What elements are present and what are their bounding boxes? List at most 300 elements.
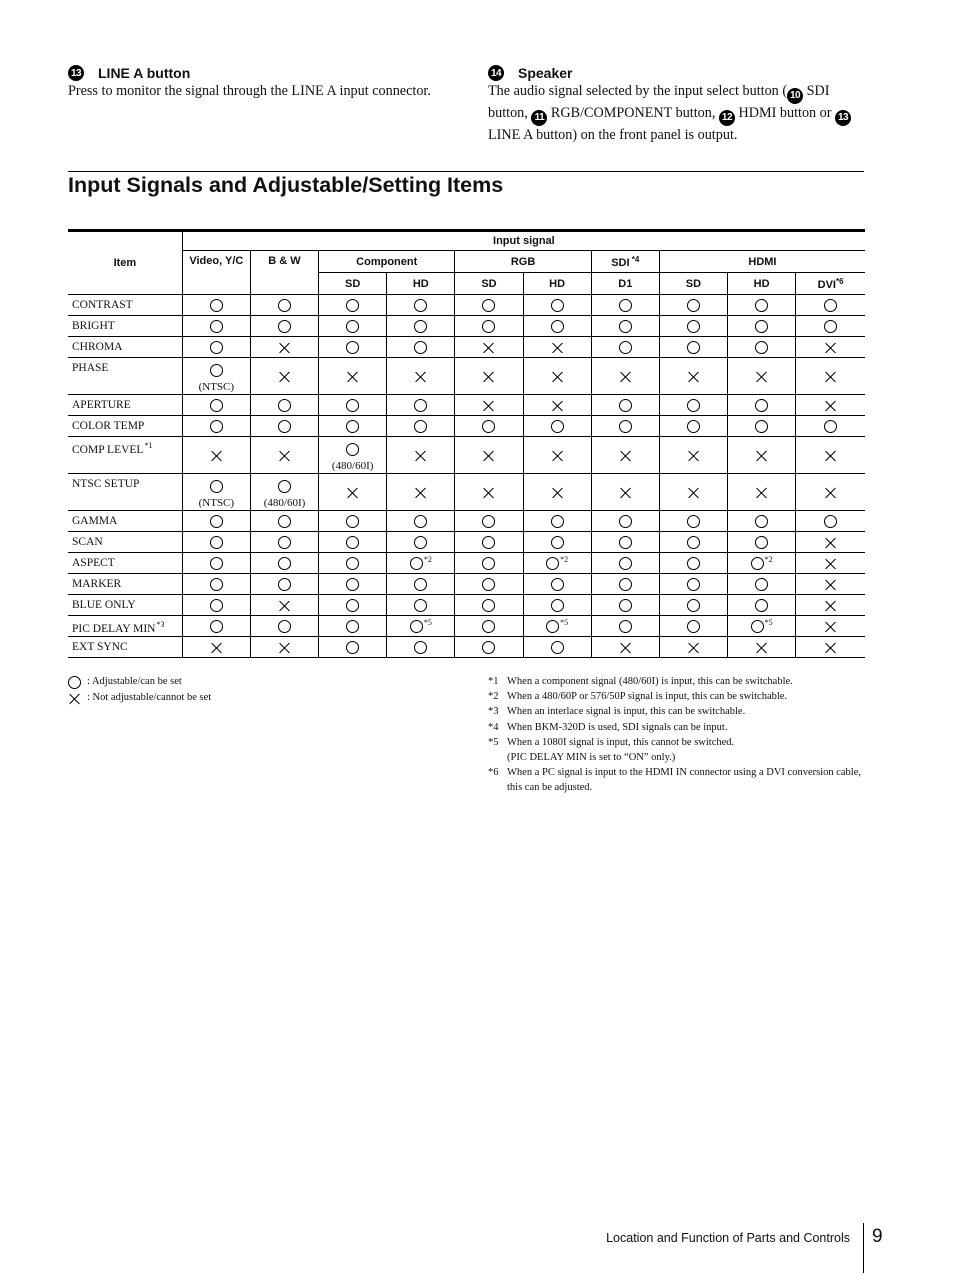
column-group-label: B & W: [268, 255, 301, 267]
circle-icon: [619, 599, 632, 612]
table-cell: [591, 474, 659, 511]
cross-icon: [551, 341, 564, 354]
table-cell: [591, 574, 659, 595]
table-cell: [182, 532, 250, 553]
table-cell: [319, 337, 387, 358]
table-cell: [455, 474, 523, 511]
circle-icon: [210, 364, 223, 377]
circle-icon: [619, 420, 632, 433]
table-cell: [659, 337, 727, 358]
column-subheader-label: SD: [685, 277, 702, 290]
row-label: [68, 637, 182, 658]
circle-icon: [346, 299, 359, 312]
table-cell: [796, 637, 865, 658]
table-cell: [659, 532, 727, 553]
column-group-header: [591, 251, 659, 273]
legend-not-adjustable-text: : Not adjustable/cannot be set: [87, 692, 212, 703]
row-label-text: CONTRAST: [72, 299, 133, 311]
table-cell: [182, 316, 250, 337]
cross-icon: [824, 399, 837, 412]
table-cell: [591, 358, 659, 395]
circle-icon: [414, 399, 427, 412]
circle-icon: [414, 420, 427, 433]
circle-icon: [551, 420, 564, 433]
footnote: [488, 704, 868, 719]
table-cell: [523, 511, 591, 532]
row-label-text: COMP LEVEL: [72, 444, 144, 456]
table-cell: [387, 474, 455, 511]
column-group-header: [455, 251, 591, 273]
row-label-text: BRIGHT: [72, 320, 115, 332]
table-row: [68, 553, 865, 574]
row-label: [68, 437, 182, 474]
table-row: [68, 616, 865, 637]
line-a-button-body: Press to monitor the signal through the LINE A input connector.: [68, 83, 431, 99]
table-cell: [387, 616, 455, 637]
footnote: [488, 674, 868, 689]
line-a-button-title: LINE A button: [98, 65, 191, 81]
circle-icon: [482, 620, 495, 633]
row-label: [68, 616, 182, 637]
table-cell: [319, 437, 387, 474]
row-label: [68, 511, 182, 532]
table-cell: [455, 416, 523, 437]
table-cell: [455, 616, 523, 637]
table-cell: [182, 437, 250, 474]
circle-icon: [619, 557, 632, 570]
table-cell: [319, 574, 387, 595]
footnote: [488, 720, 868, 735]
table-cell: [387, 553, 455, 574]
footnote-text: When a component signal (480/60I) is input, this can be switchable.: [507, 676, 793, 687]
circle-icon: [619, 620, 632, 633]
table-cell: [455, 437, 523, 474]
circle-icon: [824, 515, 837, 528]
cross-icon: [755, 449, 768, 462]
column-group-label: SDI: [611, 256, 630, 269]
cross-icon: [482, 341, 495, 354]
table-cell: [455, 595, 523, 616]
table-cell: [387, 532, 455, 553]
column-subheader: [591, 273, 659, 295]
circle-icon: [687, 536, 700, 549]
circle-icon: [210, 420, 223, 433]
table-cell: [250, 595, 318, 616]
circle-icon: [551, 599, 564, 612]
cross-icon: [824, 620, 837, 633]
table-cell: [455, 574, 523, 595]
table-cell: [796, 395, 865, 416]
circle-icon: [687, 341, 700, 354]
cross-icon: [551, 399, 564, 412]
table-cell: [182, 553, 250, 574]
footnote-text: (PIC DELAY MIN is set to “ON” only.): [507, 752, 676, 764]
table-row: [68, 511, 865, 532]
speaker-body-text: LINE A button) on the front panel is output.: [488, 127, 738, 143]
circle-icon: [687, 620, 700, 633]
circle-icon: [410, 557, 423, 570]
table-cell: [796, 511, 865, 532]
cross-icon: [482, 486, 495, 499]
table-cell: [523, 358, 591, 395]
table-cell: [387, 437, 455, 474]
table-cell: [659, 316, 727, 337]
table-cell: [182, 637, 250, 658]
footer-divider: [863, 1223, 864, 1273]
circle-icon: [482, 515, 495, 528]
table-cell: [523, 437, 591, 474]
table-cell: [523, 316, 591, 337]
circle-icon: [346, 557, 359, 570]
footer-section-title: Location and Function of Parts and Controls: [606, 1231, 850, 1245]
table-cell: [387, 295, 455, 316]
circle-icon: [346, 515, 359, 528]
circle-icon: [551, 641, 564, 654]
cross-icon: [551, 449, 564, 462]
cross-icon: [210, 449, 223, 462]
row-label-text: GAMMA: [72, 515, 118, 527]
cross-icon: [824, 599, 837, 612]
footnote-reference: *5: [423, 618, 432, 627]
footnote-reference: *5: [764, 618, 773, 627]
cross-icon: [824, 449, 837, 462]
table-cell: [728, 553, 796, 574]
column-subheader-label: D1: [618, 277, 633, 290]
circle-icon: [482, 299, 495, 312]
footnote-mark: *1: [488, 676, 499, 687]
table-cell: [319, 595, 387, 616]
circle-icon: [619, 299, 632, 312]
circle-icon: [410, 620, 423, 633]
table-cell: [591, 437, 659, 474]
table-cell: [523, 395, 591, 416]
cell-condition: (NTSC): [198, 497, 235, 509]
table-row: [68, 595, 865, 616]
table-cell: [455, 553, 523, 574]
footnote-text: When an interlace signal is input, this can be switchable.: [507, 706, 746, 718]
table-cell: [250, 616, 318, 637]
table-cell: [250, 532, 318, 553]
table-cell: [455, 295, 523, 316]
cross-icon: [346, 370, 359, 383]
cross-icon: [755, 486, 768, 499]
footnote-reference: *2: [560, 555, 569, 564]
table-cell: [591, 316, 659, 337]
circle-icon: [210, 399, 223, 412]
circle-icon: [551, 578, 564, 591]
table-cell: [523, 474, 591, 511]
table-cell: [182, 474, 250, 511]
row-label-text: SCAN: [72, 536, 103, 548]
table-cell: [387, 316, 455, 337]
cell-condition: (NTSC): [198, 381, 235, 393]
speaker-body-text: RGB/COMPONENT button,: [547, 105, 719, 121]
footnote-reference: *6: [835, 276, 844, 286]
column-group-label: HDMI: [748, 255, 777, 268]
header-row-input-signal: [68, 231, 865, 251]
table-cell: [250, 358, 318, 395]
circle-icon: [546, 620, 559, 633]
table-row: [68, 474, 865, 511]
callout-number-icon: 12: [719, 110, 735, 126]
line-a-button-heading: [68, 64, 458, 82]
table-cell: [591, 337, 659, 358]
circle-icon: [346, 578, 359, 591]
footnote-reference: *2: [764, 555, 773, 564]
table-cell: [796, 574, 865, 595]
table-cell: [728, 532, 796, 553]
column-subheader-label: HD: [549, 277, 566, 290]
cross-icon: [482, 399, 495, 412]
table-cell: [796, 416, 865, 437]
table-cell: [659, 637, 727, 658]
circle-icon: [551, 320, 564, 333]
row-label: [68, 553, 182, 574]
page-number: 9: [872, 1226, 883, 1247]
circle-icon: [346, 620, 359, 633]
footnote-mark: *2: [488, 691, 499, 703]
table-cell: [591, 637, 659, 658]
cross-icon: [619, 370, 632, 383]
table-cell: [250, 316, 318, 337]
column-subheader: [728, 273, 796, 295]
table-cell: [523, 532, 591, 553]
circle-icon: [346, 599, 359, 612]
circle-icon: [210, 578, 223, 591]
cross-icon: [619, 449, 632, 462]
circle-icon: [824, 320, 837, 333]
table-cell: [182, 337, 250, 358]
table-cell: [182, 395, 250, 416]
column-header-input-signal: Input signal: [182, 231, 865, 251]
cross-icon: [551, 486, 564, 499]
circle-icon: [68, 676, 81, 689]
callout-number-icon: 14: [488, 65, 504, 81]
table-cell: [182, 574, 250, 595]
table-cell: [796, 474, 865, 511]
cross-icon: [687, 486, 700, 499]
table-cell: [659, 416, 727, 437]
table-cell: [319, 295, 387, 316]
table-cell: [659, 358, 727, 395]
table-cell: [796, 532, 865, 553]
page-title: Input Signals and Adjustable/Setting Items: [68, 173, 504, 197]
footnote-reference: *5: [560, 618, 569, 627]
speaker-body-text: HDMI button or: [734, 105, 836, 121]
table-cell: [796, 316, 865, 337]
circle-icon: [751, 620, 764, 633]
row-label: [68, 295, 182, 316]
table-cell: [250, 511, 318, 532]
circle-icon: [278, 399, 291, 412]
circle-icon: [278, 420, 291, 433]
circle-icon: [482, 578, 495, 591]
circle-icon: [210, 341, 223, 354]
cross-icon: [414, 486, 427, 499]
circle-icon: [278, 620, 291, 633]
column-subheader-label: SD: [345, 277, 361, 290]
table-cell: [591, 416, 659, 437]
table-cell: [728, 316, 796, 337]
table-row: [68, 295, 865, 316]
row-label-text: BLUE ONLY: [72, 599, 136, 611]
input-signals-table-container: [68, 229, 865, 658]
circle-icon: [482, 557, 495, 570]
table-cell: [591, 595, 659, 616]
circle-icon: [346, 420, 359, 433]
row-label-text: COLOR TEMP: [72, 420, 145, 432]
footnotes: [488, 674, 868, 796]
cross-icon: [824, 370, 837, 383]
circle-icon: [551, 536, 564, 549]
callout-number-icon: 13: [68, 65, 84, 81]
footnote: [488, 735, 868, 750]
table-cell: [796, 337, 865, 358]
circle-icon: [482, 599, 495, 612]
cross-icon: [278, 370, 291, 383]
table-cell: [455, 637, 523, 658]
footnote-mark: [488, 750, 507, 765]
table-cell: [659, 295, 727, 316]
circle-icon: [414, 641, 427, 654]
cross-icon: [687, 641, 700, 654]
cross-icon: [824, 536, 837, 549]
table-cell: [659, 474, 727, 511]
legend-adjustable: [68, 674, 211, 690]
column-header-item: Item: [68, 231, 182, 295]
row-label-text: CHROMA: [72, 341, 123, 353]
circle-icon: [346, 341, 359, 354]
table-cell: [523, 295, 591, 316]
table-cell: [728, 637, 796, 658]
circle-icon: [210, 299, 223, 312]
column-subheader-label: DVI: [817, 278, 836, 291]
speaker-description: [488, 64, 858, 144]
table-cell: [796, 358, 865, 395]
table-cell: [250, 553, 318, 574]
footnote-reference: *2: [423, 555, 432, 564]
circle-icon: [414, 299, 427, 312]
circle-icon: [414, 599, 427, 612]
circle-icon: [210, 557, 223, 570]
footnote-mark: *5: [488, 736, 499, 748]
cross-icon: [687, 449, 700, 462]
column-subheader-label: HD: [412, 277, 429, 290]
cross-icon: [824, 486, 837, 499]
circle-icon: [755, 341, 768, 354]
circle-icon: [210, 320, 223, 333]
circle-icon: [546, 557, 559, 570]
circle-icon: [346, 320, 359, 333]
symbol-legend: [68, 674, 211, 706]
footnote-reference: *1: [144, 441, 153, 450]
cross-icon: [482, 449, 495, 462]
row-label: [68, 532, 182, 553]
table-row: [68, 574, 865, 595]
circle-icon: [687, 299, 700, 312]
cross-icon: [824, 641, 837, 654]
circle-icon: [687, 420, 700, 433]
cross-icon: [619, 641, 632, 654]
cross-icon: [278, 641, 291, 654]
table-cell: [250, 637, 318, 658]
table-cell: [523, 637, 591, 658]
row-label-text: EXT SYNC: [72, 641, 128, 653]
table-cell: [796, 295, 865, 316]
circle-icon: [414, 320, 427, 333]
table-cell: [591, 616, 659, 637]
circle-icon: [278, 578, 291, 591]
table-row: [68, 637, 865, 658]
table-cell: [319, 616, 387, 637]
table-row: [68, 358, 865, 395]
circle-icon: [346, 641, 359, 654]
input-signals-table: [68, 229, 865, 658]
table-cell: [387, 358, 455, 395]
table-row: [68, 395, 865, 416]
table-cell: [455, 511, 523, 532]
table-cell: [728, 511, 796, 532]
row-label: [68, 595, 182, 616]
row-label-text: ASPECT: [72, 557, 115, 569]
table-cell: [728, 295, 796, 316]
table-cell: [728, 337, 796, 358]
table-cell: [182, 416, 250, 437]
circle-icon: [619, 399, 632, 412]
row-label-text: MARKER: [72, 578, 122, 590]
circle-icon: [278, 536, 291, 549]
column-group-label: Component: [356, 255, 418, 268]
table-cell: [796, 553, 865, 574]
table-cell: [387, 337, 455, 358]
table-cell: [250, 574, 318, 595]
row-label: [68, 574, 182, 595]
cross-icon: [414, 370, 427, 383]
column-subheader: [387, 273, 455, 295]
table-cell: [319, 416, 387, 437]
speaker-body: [488, 82, 858, 144]
circle-icon: [619, 341, 632, 354]
footnote-text: When a 1080I signal is input, this cannot be switched.: [507, 736, 735, 748]
line-a-button-description: [68, 64, 458, 100]
column-group-header: [182, 251, 250, 295]
table-cell: [659, 395, 727, 416]
table-cell: [387, 637, 455, 658]
row-label: [68, 337, 182, 358]
circle-icon: [210, 536, 223, 549]
circle-icon: [619, 536, 632, 549]
header-row-signal-groups: [68, 251, 865, 273]
table-cell: [659, 437, 727, 474]
table-cell: [728, 437, 796, 474]
table-cell: [319, 316, 387, 337]
circle-icon: [482, 641, 495, 654]
row-label: [68, 416, 182, 437]
cross-icon: [755, 641, 768, 654]
table-cell: [455, 337, 523, 358]
circle-icon: [687, 515, 700, 528]
circle-icon: [346, 399, 359, 412]
cross-icon: [414, 449, 427, 462]
table-cell: [659, 595, 727, 616]
circle-icon: [687, 599, 700, 612]
table-cell: [591, 295, 659, 316]
table-cell: [523, 574, 591, 595]
circle-icon: [414, 536, 427, 549]
circle-icon: [619, 578, 632, 591]
circle-icon: [755, 299, 768, 312]
table-cell: [387, 574, 455, 595]
